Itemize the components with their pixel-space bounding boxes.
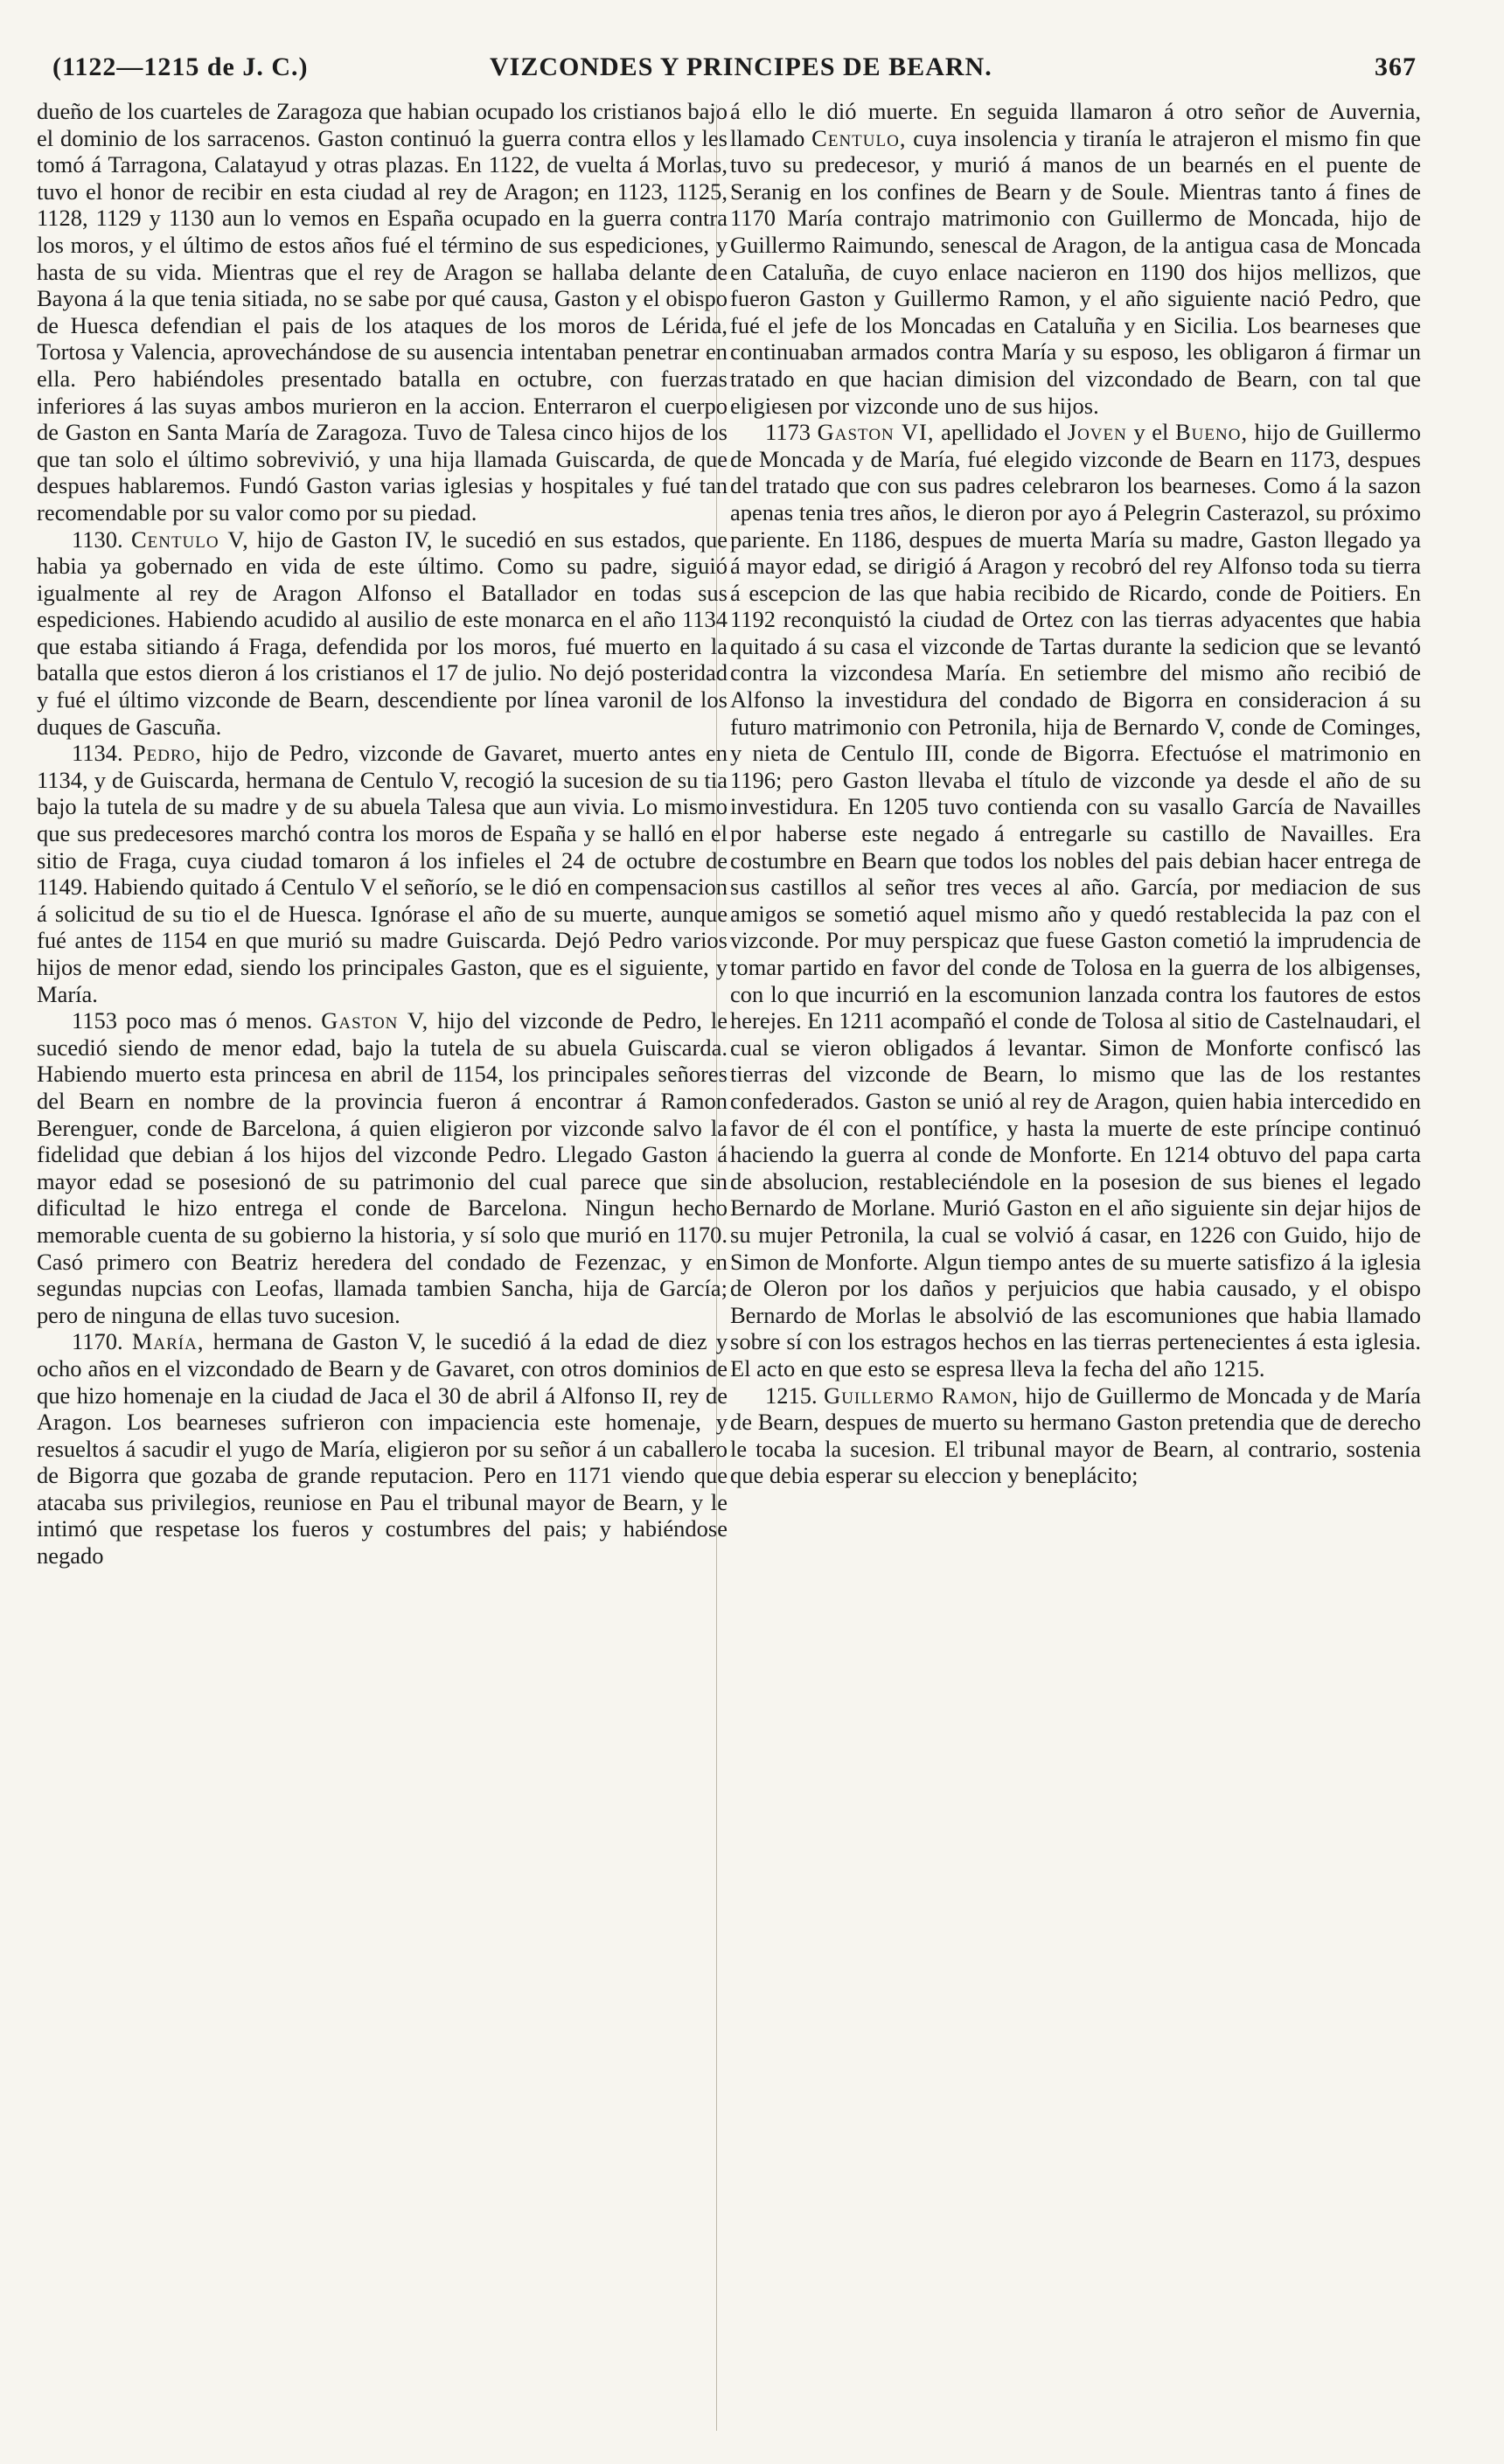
entry-text: hijo de Guillermo de Moncada y de María de Bearn, despues de muerto su hermano Gaston pretendia que de derecho le tocaba la sucesion. El tribunal mayor de Bearn, al contrario, sostenia que debia esperar su eleccion y beneplácito;	[730, 1382, 1421, 1489]
entry-year: 1170.	[72, 1328, 123, 1355]
entry-maria	[37, 1328, 728, 1569]
header-title: VIZCONDES Y PRINCIPES DE BEARN.	[490, 52, 992, 81]
entry-year: 1153 poco mas ó menos.	[72, 1007, 313, 1034]
entry-text: hijo de Guillermo de Moncada y de María, fué elegido vizconde de Bearn en 1173, despues del tratado que con sus padres celebraron los bearneses. Como á la sazon apenas tenia tres años, le dieron por ayo á Pelegrin Casterazol, su próximo pariente. En 1186, despues de muerta María su madre, Gaston llegado ya á mayor edad, se dirigió á Aragon y recobró del rey Alfonso toda su tierra á escepcion de las que habia recibido de Ricardo, conde de Poitiers. En 1192 reconquistó la ciudad de Ortez con las tierras adyacentes que habia quitado á su casa el vizconde de Tartas durante la sedicion que se levantó contra la vizcondesa María. En setiembre del mismo año recibió de Alfonso la investidura del condado de Bigorra en consideracion á su futuro matrimonio con Petronila, hija de Bernardo V, conde de Cominges, y nieta de Centulo III, conde de Bigorra. Efectuóse el matrimonio en 1196; pero Gaston llevaba el título de vizconde ya desde el año de su investidura. En 1205 tuvo contienda con su vasallo García de Navailles por haberse este negado á entregarle su castillo de Navailles. Era costumbre en Bearn que todos los nobles del pais debian hacer entrega de sus castillos al señor tres veces al año. García, por mediacion de sus amigos se sometió aquel mismo año y quedó restablecida la paz con el vizconde. Por muy perspicaz que fuese Gaston cometió la imprudencia de tomar partido en favor del conde de Tolosa en la guerra de los albigenses, con lo que incurrió en la escomunion lanzada contra los fautores de estos herejes. En 1211 acompañó el conde de Tolosa al sitio de Castelnaudari, el cual se vieron obligados á levantar. Simon de Monforte confiscó las tierras del vizconde de Bearn, lo mismo que las de los restantes confederados. Gaston se unió al rey de Aragon, quien habia intercedido en favor de él con el pontífice, y hasta la muerte de este príncipe continuó haciendo la guerra al conde de Monforte. En 1214 obtuvo del papa carta de absolucion, restableciéndole en la posesion de sus bienes el legado Bernardo de Morlane. Murió Gaston en el año siguiente sin dejar hijos de su mujer Petronila, la cual se volvió á casar, en 1226 con Guido, hijo de Simon de Monforte. Algun tiempo antes de su muerte satisfizo á la iglesia de Oleron por los daños y perjuicios que habia causado, y el obispo Bernardo de Morlas le absolvió de las escomuniones que habia llamado sobre sí con los estragos hechos en las tierras pertenecientes á esta iglesia. El acto en que esto se espresa lleva la fecha del año 1215.	[730, 419, 1421, 1382]
entry-gaston-vi	[730, 419, 1421, 1382]
paragraph-text: á ello le dió muerte. En seguida llamaron á otro señor de Auvernia, llamado	[730, 98, 1421, 151]
left-column	[37, 98, 728, 2441]
entry-name: Guillermo Ramon,	[824, 1382, 1020, 1409]
paragraph-text: cuya insolencia y tiranía le atrajeron el mismo fin que tuvo su predecesor, y murió á manos de un bearnés en el puente de Seranig en los confines de Bearn y de Soule. Mientras tanto á fines de 1170 María contrajo matrimonio con Guillermo de Moncada, hijo de Guillermo Raimundo, senescal de Aragon, de la antigua casa de Moncada en Cataluña, de cuyo enlace nacieron en 1190 dos hijos mellizos, que fueron Gaston y Guillermo Ramon, y el año siguiente nació Pedro, que fué el jefe de los Moncadas en Cataluña y en Sicilia. Los bearneses que continuaban armados contra María y su esposo, les obligaron á firmar un tratado en que hacian dimision del vizcondado de Bearn, con tal que eligiesen por vizconde uno de sus hijos.	[730, 124, 1421, 419]
entry-name: María,	[131, 1328, 205, 1355]
entry-nickname: Bueno,	[1175, 419, 1249, 446]
header-date-range: (1122—1215 de J. C.)	[52, 52, 309, 81]
entry-year: 1173	[765, 419, 811, 446]
entry-name: Centulo,	[811, 124, 907, 151]
entry-text: apellidado el	[941, 419, 1062, 446]
entry-year: 1130.	[72, 526, 123, 553]
entry-year: 1215.	[765, 1382, 818, 1409]
page-header	[35, 52, 1417, 96]
entry-text: hijo de Gaston IV, le sucedió en sus estados, que habia ya gobernado en vida de este último. Como su padre, siguió igualmente al rey de Aragon Alfonso el Batallador en todas sus espediciones. Habiendo acudido al ausilio de este monarca en el año 1134 que estaba sitiando á Fraga, defendida por los moros, fué muerto en la batalla que estos dieron á los cristianos el 17 de julio. No dejó posteridad y fué el último vizconde de Bearn, descendiente por línea varonil de los duques de Gascuña.	[37, 526, 728, 740]
entry-name: Gaston V,	[321, 1007, 429, 1034]
entry-text: hermana de Gaston V, le sucedió á la edad de diez y ocho años en el vizcondado de Bearn y de Gavaret, con otros dominios de que hizo homenaje en la ciudad de Jaca el 30 de abril á Alfonso II, rey de Aragon. Los bearneses sufrieron con impaciencia este homenaje, y resueltos á sacudir el yugo de María, eligieron por su señor á un caballero de Bigorra que gozaba de grande reputacion. Pero en 1171 viendo que atacaba sus privilegios, reuniose en Pau el tribunal mayor de Bearn, y le intimó que respetase los fueros y costumbres del pais; y habiéndose negado	[37, 1328, 728, 1570]
entry-pedro	[37, 740, 728, 1007]
entry-guillermo-ramon	[730, 1382, 1421, 1489]
entry-nickname: Joven	[1067, 419, 1127, 446]
right-column	[730, 98, 1421, 2441]
entry-centulo-v	[37, 526, 728, 741]
entry-year: 1134.	[72, 740, 123, 767]
entry-text: hijo del vizconde de Pedro, le sucedió siendo de menor edad, bajo la tutela de su abuela Guiscarda. Habiendo muerto esta princesa en abril de 1154, los principales señores del Bearn en nombre de la provincia fueron á encontrar á Ramon Berenguer, conde de Barcelona, á quien eligieron por vizconde salvo la fidelidad que debian á los hijos del vizconde Pedro. Llegado Gaston á mayor edad se posesionó de su patrimonio del cual parece que sin dificultad le hizo entrega el conde de Barcelona. Ningun hecho memorable cuenta de su gobierno la historia, y sí solo que murió en 1170. Casó primero con Beatriz heredera del condado de Fezenzac, y en segundas nupcias con Leofas, llamada tambien Sancha, hija de García; pero de ninguna de ellas tuvo sucesion.	[37, 1007, 728, 1328]
page-number: 367	[1375, 52, 1417, 81]
entry-name: Centulo V,	[130, 526, 249, 553]
entry-name: Gaston VI,	[817, 419, 935, 446]
entry-gaston-v	[37, 1007, 728, 1328]
paragraph-maria-continued	[730, 98, 1421, 419]
entry-text: y el	[1133, 419, 1169, 446]
entry-name: Pedro,	[132, 740, 202, 767]
paragraph-gaston-iv-end: dueño de los cuarteles de Zaragoza que habian ocupado los cristianos bajo el dominio de los sarracenos. Gaston continuó la guerra contra ellos y les tomó á Tarragona, Calatayud y otras plazas. En 1122, de vuelta á Morlas, tuvo el honor de recibir en esta ciudad al rey de Aragon; en 1123, 1125, 1128, 1129 y 1130 aun lo vemos en España ocupado en la guerra contra los moros, y el último de estos años fué el término de sus espediciones, y hasta de su vida. Mientras que el rey de Aragon se hallaba delante de Bayona á la que tenia sitiada, no se sabe por qué causa, Gaston y el obispo de Huesca defendian el pais de los ataques de los moros de Lérida, Tortosa y Valencia, aprovechándose de su ausencia intentaban penetrar en ella. Pero habiéndoles presentado batalla en octubre, con fuerzas inferiores á las suyas ambos murieron en la accion. Enterraron el cuerpo de Gaston en Santa María de Zaragoza. Tuvo de Talesa cinco hijos de los que tan solo el último sobrevivió, y una hija llamada Guiscarda, de que despues hablaremos. Fundó Gaston varias iglesias y hospitales y fué tan recomendable por su valor como por su piedad.	[37, 98, 728, 526]
entry-text: hijo de Pedro, vizconde de Gavaret, muerto antes en 1134, y de Guiscarda, hermana de Centulo V, recogió la sucesion de su tia bajo la tutela de su madre y de su abuela Talesa que aun vivia. Lo mismo que sus predecesores marchó contra los moros de España y se halló en el sitio de Fraga, cuya ciudad tomaron á los infieles el 24 de octubre de 1149. Habiendo quitado á Centulo V el señorío, se le dió en compensacion á solicitud de su tio el de Huesca. Ignórase el año de su muerte, aunque fué antes de 1154 en que murió su madre Guiscarda. Dejó Pedro varios hijos de menor edad, siendo los principales Gaston, que es el siguiente, y María.	[37, 740, 728, 1007]
